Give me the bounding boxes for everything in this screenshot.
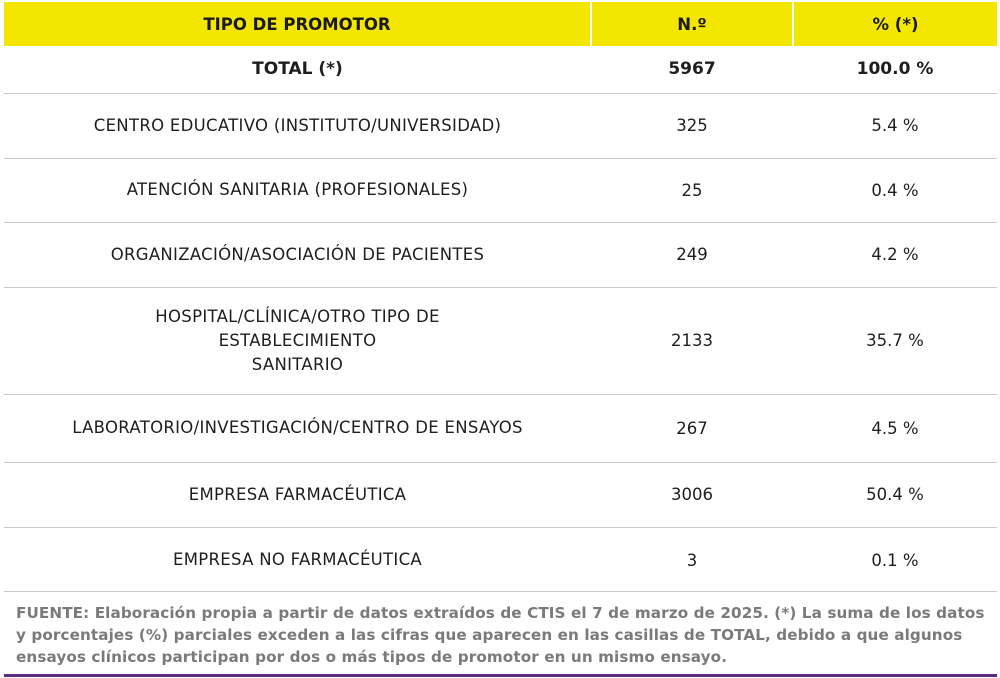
table-bottom-divider — [4, 591, 997, 592]
row-label-line: ATENCIÓN SANITARIA (PROFESIONALES) — [126, 180, 469, 199]
row-count: 249 — [591, 222, 793, 287]
table-row — [4, 222, 997, 287]
row-label-line: ESTABLECIMIENTO — [218, 330, 377, 350]
row-percent: 4.2 % — [793, 222, 997, 287]
row-label-line: CENTRO EDUCATIVO (INSTITUTO/UNIVERSIDAD) — [93, 115, 502, 135]
row-count: 25 — [591, 158, 793, 222]
header-count: N.º — [591, 2, 793, 46]
table-row — [4, 93, 997, 158]
header-percent: % (*) — [872, 14, 919, 34]
row-label — [4, 222, 591, 287]
row-count: 325 — [591, 93, 793, 158]
table-row — [4, 394, 997, 462]
total-count: 5967 — [668, 59, 716, 80]
header-promoter-type: TIPO DE PROMOTOR — [4, 2, 591, 46]
row-count: 2133 — [591, 287, 793, 394]
row-count: 3 — [591, 527, 793, 593]
row-label-line: EMPRESA NO FARMACÉUTICA — [172, 550, 423, 570]
total-percent: 100.0 % — [856, 59, 934, 80]
table-row — [4, 527, 997, 593]
promoter-type-table — [4, 2, 997, 593]
row-percent: 5.4 % — [793, 93, 997, 158]
row-label-line: EMPRESA FARMACÉUTICA — [188, 484, 407, 504]
footer-rule — [4, 674, 997, 677]
row-label — [4, 93, 591, 158]
row-label — [4, 287, 591, 394]
row-label — [4, 462, 591, 527]
table-row — [4, 158, 997, 222]
table-row — [4, 287, 997, 394]
source-footnote: FUENTE: Elaboración propia a partir de datos extraídos de CTIS el 7 de marzo de 2025. (*) La suma de los datos y porcentajes (%) parciales exceden a las cifras que aparecen en las casillas de TOTAL, debido a que algunos ensayos clínicos participan por dos o más tipos de promotor en un mismo ensayo. — [16, 604, 985, 666]
row-label — [4, 527, 591, 593]
row-count: 267 — [591, 394, 793, 462]
row-percent: 35.7 % — [793, 287, 997, 394]
row-label — [4, 394, 591, 462]
row-label — [4, 158, 591, 222]
total-row — [4, 46, 997, 93]
row-label-line: ORGANIZACIÓN/ASOCIACIÓN DE PACIENTES — [110, 244, 485, 264]
row-percent: 4.5 % — [793, 394, 997, 462]
row-label-line: LABORATORIO/INVESTIGACIÓN/CENTRO DE ENSAYOS — [72, 418, 523, 437]
row-percent: 0.1 % — [793, 527, 997, 593]
table-header — [4, 2, 997, 46]
row-label-line: HOSPITAL/CLÍNICA/OTRO TIPO DE — [155, 306, 440, 326]
row-count: 3006 — [591, 462, 793, 527]
row-percent: 50.4 % — [793, 462, 997, 527]
total-label: TOTAL (*) — [252, 59, 343, 80]
table-row — [4, 462, 997, 527]
row-label-line: SANITARIO — [251, 354, 344, 374]
row-percent: 0.4 % — [793, 158, 997, 222]
